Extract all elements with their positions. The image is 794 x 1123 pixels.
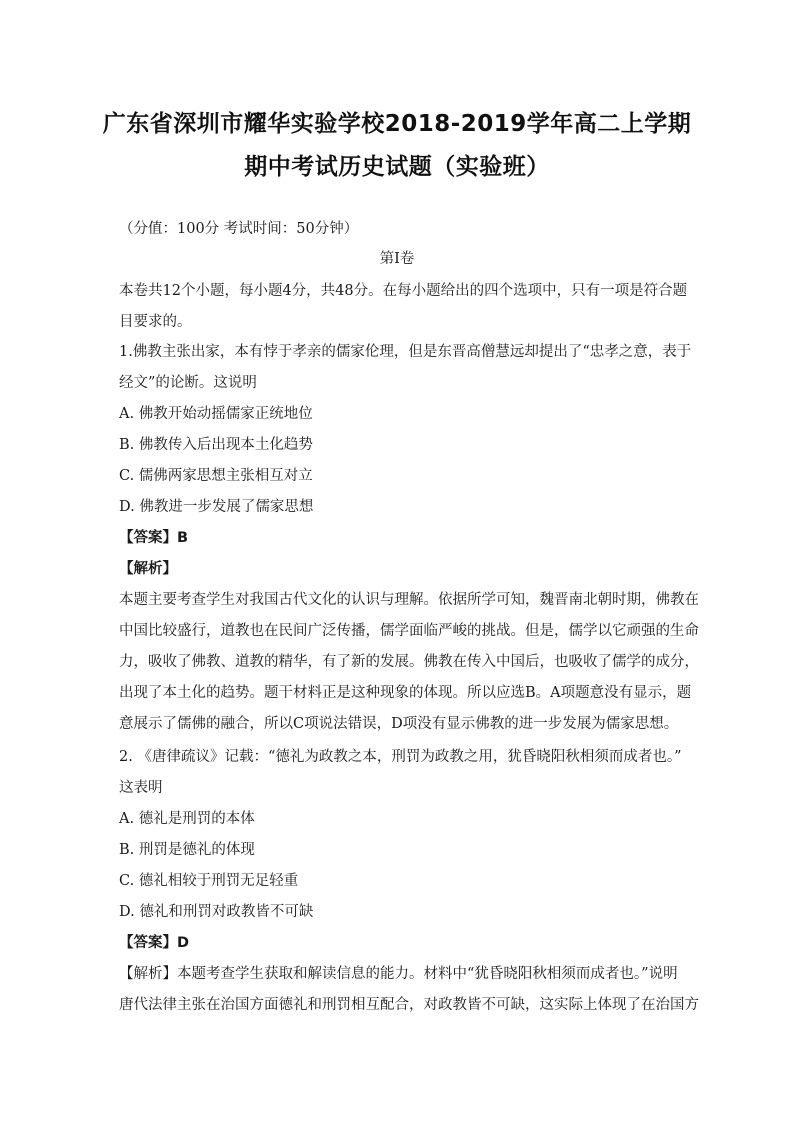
q2-analysis-line-2: 唐代法律主张在治国方面德礼和刑罚相互配合，对政教皆不可缺，这实际上体现了在治国方 bbox=[119, 997, 699, 1013]
document-title-line2: 期中考试历史试题（实验班） bbox=[244, 154, 550, 180]
score-time-info: （分值：100分 考试时间：50分钟） bbox=[119, 221, 359, 237]
q2-analysis-line-1: 【解析】本题考查学生获取和解读信息的能力。材料中“犹昏晓阳秋相须而成者也。”说明 bbox=[119, 966, 678, 982]
q1-stem-line-1: 1.佛教主张出家，本有悖于孝亲的儒家伦理，但是东晋高僧慧远却提出了“忠孝之意，表于 bbox=[119, 344, 692, 360]
q1-analysis-label: 【解析】 bbox=[119, 561, 177, 577]
q1-answer: 【答案】B bbox=[119, 530, 189, 546]
q2-stem-line-1: 2. 《唐律疏议》记载：“德礼为政教之本，刑罚为政教之用，犹昏晓阳秋相须而成者也。” bbox=[119, 749, 682, 765]
q2-answer: 【答案】D bbox=[119, 935, 190, 951]
q1-option-c: C. 儒佛两家思想主张相互对立 bbox=[119, 468, 313, 484]
q1-analysis-line-5: 意展示了儒佛的融合，所以C项说法错误，D项没有显示佛教的进一步发展为儒家思想。 bbox=[119, 716, 679, 732]
q2-option-a: A. 德礼是刑罚的本体 bbox=[119, 811, 255, 827]
q2-option-c: C. 德礼相较于刑罚无足轻重 bbox=[119, 873, 299, 889]
q2-option-d: D. 德礼和刑罚对政教皆不可缺 bbox=[119, 904, 314, 920]
q1-option-b: B. 佛教传入后出现本土化趋势 bbox=[119, 437, 313, 453]
q1-stem-line-2: 经文”的论断。这说明 bbox=[119, 375, 257, 391]
q1-option-d: D. 佛教进一步发展了儒家思想 bbox=[119, 499, 314, 515]
q1-analysis-line-4: 出现了本土化的趋势。题干材料正是这种现象的体现。所以应选B。A项题意没有显示，题 bbox=[119, 685, 692, 701]
intro-line-2: 目要求的。 bbox=[119, 314, 192, 330]
q2-option-b: B. 刑罚是德礼的体现 bbox=[119, 842, 255, 858]
q1-analysis-line-2: 中国比较盛行，道教也在民间广泛传播，儒学面临严峻的挑战。但是，儒学以它顽强的生命 bbox=[119, 623, 699, 639]
document-title-line1: 广东省深圳市耀华实验学校2018-2019学年高二上学期 bbox=[102, 111, 692, 137]
intro-line-1: 本卷共12个小题，每小题4分，共48分。在每小题给出的四个选项中，只有一项是符合题 bbox=[119, 283, 688, 299]
q2-stem-line-2: 这表明 bbox=[119, 780, 163, 796]
volume-label: 第Ⅰ卷 bbox=[379, 251, 415, 267]
q1-option-a: A. 佛教开始动摇儒家正统地位 bbox=[119, 406, 313, 422]
q1-analysis-line-3: 力，吸收了佛教、道教的精华，有了新的发展。佛教在传入中国后，也吸收了儒学的成分， bbox=[119, 654, 699, 670]
q1-analysis-line-1: 本题主要考查学生对我国古代文化的认识与理解。依据所学可知，魏晋南北朝时期，佛教在 bbox=[119, 592, 699, 608]
